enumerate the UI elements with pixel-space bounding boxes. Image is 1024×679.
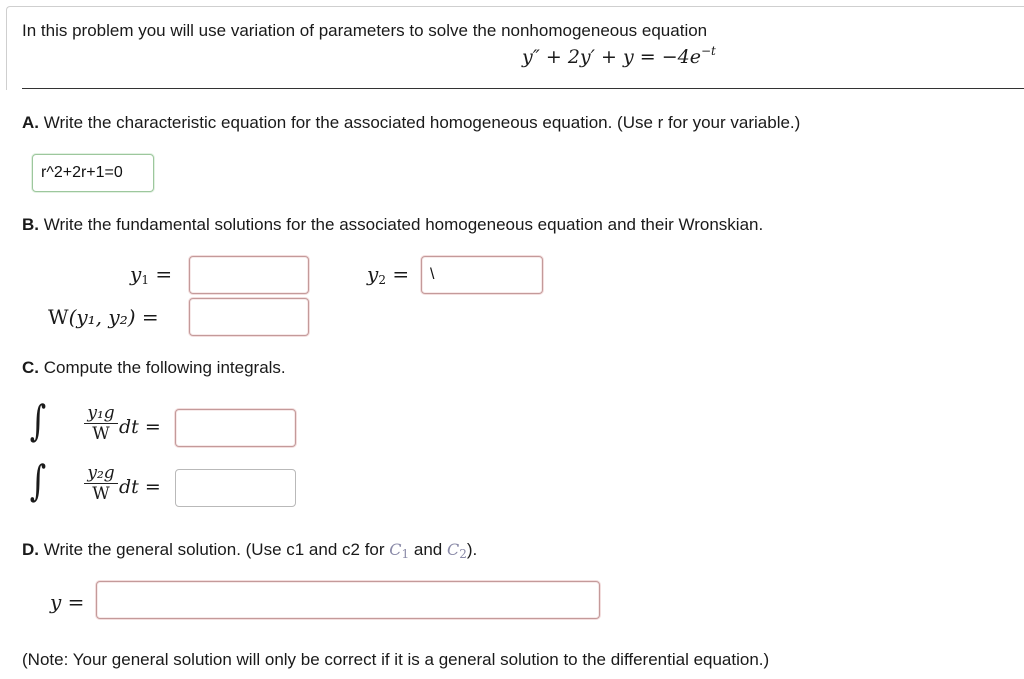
part-d-prompt: D. Write the general solution. (Use c1 and c2 for $C_1$ and $C_2$).: [22, 540, 478, 561]
y2-label: $y_2$ =: [367, 262, 410, 287]
divider: [22, 88, 1024, 89]
characteristic-equation-input[interactable]: [32, 154, 154, 192]
part-b-prompt: B. Write the fundamental solutions for the associated homogeneous equation and their Wronskian.: [22, 215, 764, 234]
c2-symbol: $C_2$: [446, 540, 467, 561]
integral-2-dt: dt =: [119, 476, 161, 498]
integral-2-fraction: y₂g W: [84, 464, 118, 503]
general-solution-input[interactable]: [96, 581, 600, 619]
integral-1-dt: dt =: [119, 416, 161, 438]
part-a-prompt: A. Write the characteristic equation for the associated homogeneous equation. (Use r for your variable.): [22, 113, 801, 132]
y2-input[interactable]: [421, 256, 543, 294]
note-text: (Note: Your general solution will only be correct if it is a general solution to the differential equation.): [22, 650, 770, 669]
y1-input[interactable]: [189, 256, 309, 294]
integral-1-fraction: y₁g W: [84, 404, 118, 443]
general-solution-label: y =: [50, 590, 85, 614]
integral-2-input[interactable]: [175, 469, 296, 507]
integral-1-input[interactable]: [175, 409, 296, 447]
c1-symbol: $C_1$: [389, 540, 410, 561]
differential-equation: $y'' + 2y' + y = -4e^{-t}$: [522, 44, 716, 68]
part-c-prompt: C. Compute the following integrals.: [22, 358, 286, 377]
integral-sign-1: ∫: [29, 396, 47, 445]
wronskian-input[interactable]: [189, 298, 309, 336]
wronskian-label: W(y₁, y₂) =: [48, 305, 159, 329]
integral-sign-2: ∫: [29, 456, 47, 505]
y1-label: $y_1$ =: [130, 262, 173, 287]
problem-intro: In this problem you will use variation of parameters to solve the nonhomogeneous equation: [22, 21, 708, 40]
problem-card: [6, 6, 1024, 90]
